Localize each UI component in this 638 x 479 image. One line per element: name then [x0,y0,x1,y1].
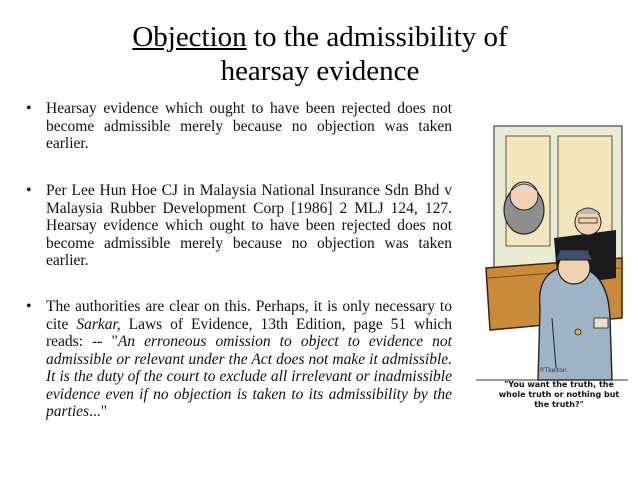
courtroom-cartoon-image [476,118,628,420]
cartoon-signature: P.Tkelton [540,367,567,374]
bullet-dot: • [26,182,32,199]
bullet-dot: • [26,298,32,315]
bullet-text: Hearsay evidence which ought to have been rejected does not become admissible merely because no objection was taken earlier. [46,100,452,152]
bullet-text-part: ..." [89,403,108,420]
cartoon-drawing [476,118,628,420]
bullet-text-italic: An erroneous omission to object to evidence not admissible or relevant under the Act does not make it admissible. It is the duty of the court to exclude all irrelevant or inadmissible evidence even if no objection is taken to its admissibility by the parties [46,333,452,420]
bullet-text-part: Laws of Evidence, 13th Edition, page 51 which reads: -- " [46,315,453,350]
bullet-text: Per Lee Hun Hoe CJ in Malaysia National Insurance Sdn Bhd v Malaysia Rubber Development Corp [1986] 2 MLJ 124, 127. Hearsay evidence which ought to have been rejected does not become admissible merely because no objection was taken earlier. [46,182,452,269]
title-line1-rest: to the admissibility of [246,21,508,53]
bullet-text-part: The authorities are clear on this. Perhaps, it is only necessary to cite [46,298,452,333]
cartoon-caption: "You want the truth, the whole truth or nothing but the truth?" [498,380,620,409]
slide-title [40,20,600,88]
bullet-text [46,298,452,421]
title-line2: hearsay evidence [220,55,420,87]
title-underlined-word: Objection [132,21,247,53]
bullet-dot: • [26,100,32,117]
bullet-text-italic: Sarkar, [76,315,121,333]
